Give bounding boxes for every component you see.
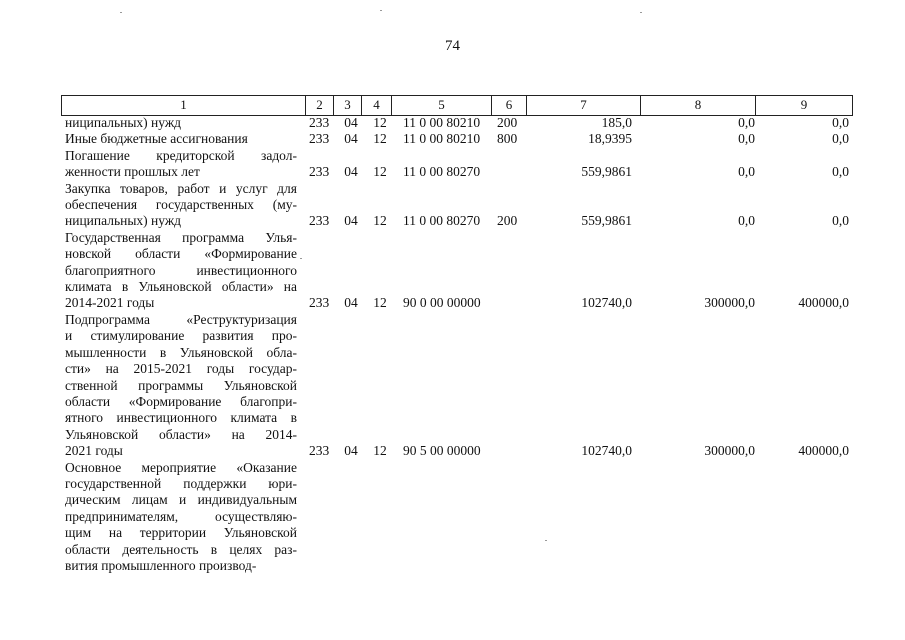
cell-c7: 102740,0	[581, 295, 632, 311]
cell-c3: 04	[344, 295, 358, 311]
cell-c7: 185,0	[601, 115, 632, 130]
row-name-line: ственной программы Ульяновской	[65, 377, 297, 393]
cell-c2: 233	[309, 131, 330, 147]
scan-speck	[300, 258, 302, 259]
header-col-9: 9	[755, 96, 853, 115]
cell-c4: 12	[373, 443, 387, 459]
row-name-line: 2014-2021 годы	[65, 295, 155, 311]
scan-speck	[380, 10, 382, 11]
scan-speck	[545, 540, 547, 541]
cell-c3: 04	[344, 443, 358, 459]
cell-c7: 559,9861	[581, 164, 632, 180]
header-col-1: 1	[61, 96, 305, 115]
cell-c3: 04	[344, 164, 358, 180]
row-name-line: дическим лицам и индивидуальным	[65, 492, 297, 508]
cell-c4: 12	[373, 213, 387, 229]
header-col-4: 4	[361, 96, 391, 115]
scan-speck	[120, 12, 122, 13]
cell-c9: 0,0	[832, 213, 849, 229]
page-number: 74	[445, 38, 460, 54]
row-name-line: предпринимателям, осуществляю-	[65, 508, 297, 524]
cell-c5: 90 5 00 00000	[403, 443, 481, 459]
cell-c4: 12	[373, 115, 387, 130]
row-name-line: Подпрограмма «Реструктуризация	[65, 311, 297, 327]
row-name-line: ятного инвестиционного климата в	[65, 410, 297, 426]
row-name-line: ниципальных) нужд	[65, 115, 182, 130]
row-name-line: благоприятного инвестиционного	[65, 262, 297, 278]
table-row	[61, 312, 853, 460]
cell-c6: 800	[497, 131, 518, 147]
cell-c2: 233	[309, 115, 330, 130]
row-name-line: обеспечения государственных (му-	[65, 197, 297, 213]
row-name-line: вития промышленного производ-	[65, 557, 257, 573]
table-row	[61, 181, 853, 230]
header-col-8: 8	[640, 96, 755, 115]
cell-c4: 12	[373, 295, 387, 311]
table-row	[61, 131, 853, 147]
row-name-line: и стимулирование развития про-	[65, 328, 297, 344]
cell-c7: 559,9861	[581, 213, 632, 229]
cell-c9: 0,0	[832, 131, 849, 147]
row-name-line: области «Формирование благопри-	[65, 393, 297, 409]
cell-c4: 12	[373, 131, 387, 147]
row-name-line: Закупка товаров, работ и услуг для	[65, 180, 297, 196]
row-name-line: щим на территории Ульяновской	[65, 525, 297, 541]
row-name-line: женности прошлых лет	[65, 164, 200, 180]
cell-c6: 200	[497, 115, 518, 130]
scan-speck	[640, 12, 642, 13]
row-name-line: Иные бюджетные ассигнования	[65, 131, 248, 147]
cell-c8: 0,0	[738, 213, 755, 229]
row-name	[61, 460, 301, 575]
header-col-7: 7	[526, 96, 640, 115]
row-name-line: мышленности в Ульяновской обла-	[65, 344, 297, 360]
cell-c4: 12	[373, 164, 387, 180]
header-col-5: 5	[391, 96, 491, 115]
row-name-line: 2021 годы	[65, 443, 123, 459]
row-name	[61, 312, 301, 460]
header-col-6: 6	[491, 96, 526, 115]
row-name	[61, 230, 301, 312]
cell-c2: 233	[309, 295, 330, 311]
cell-c8: 0,0	[738, 164, 755, 180]
cell-c9: 400000,0	[798, 295, 849, 311]
table-row	[61, 230, 853, 312]
cell-c5: 11 0 00 80210	[403, 115, 481, 130]
cell-c3: 04	[344, 115, 358, 130]
row-name	[61, 131, 301, 147]
budget-table-body	[61, 115, 853, 574]
row-name-line: новской области «Формирование	[65, 246, 297, 262]
table-row	[61, 115, 853, 131]
cell-c9: 400000,0	[798, 443, 849, 459]
row-name-line: ниципальных) нужд	[65, 213, 182, 229]
cell-c3: 04	[344, 213, 358, 229]
cell-c8: 0,0	[738, 131, 755, 147]
cell-c7: 102740,0	[581, 443, 632, 459]
cell-c9: 0,0	[832, 164, 849, 180]
row-name-line: области деятельность в целях раз-	[65, 541, 297, 557]
header-col-2: 2	[305, 96, 333, 115]
cell-c5: 11 0 00 80270	[403, 213, 481, 229]
cell-c6: 200	[497, 213, 518, 229]
cell-c5: 11 0 00 80210	[403, 131, 481, 147]
cell-c9: 0,0	[832, 115, 849, 130]
table-row	[61, 148, 853, 181]
row-name-line: Ульяновской области» на 2014-	[65, 426, 297, 442]
table-row	[61, 460, 853, 575]
cell-c2: 233	[309, 213, 330, 229]
row-name-line: Основное мероприятие «Оказание	[65, 459, 297, 475]
cell-c7: 18,9395	[588, 131, 632, 147]
row-name-line: Государственная программа Улья-	[65, 229, 297, 245]
cell-c8: 300000,0	[704, 295, 755, 311]
cell-c2: 233	[309, 164, 330, 180]
row-name-line: климата в Ульяновской области» на	[65, 279, 297, 295]
cell-c3: 04	[344, 131, 358, 147]
cell-c8: 300000,0	[704, 443, 755, 459]
table-header-row	[61, 95, 853, 116]
row-name-line: государственной поддержки юри-	[65, 475, 297, 491]
row-name	[61, 115, 301, 131]
header-col-3: 3	[333, 96, 361, 115]
cell-c2: 233	[309, 443, 330, 459]
row-name	[61, 148, 301, 181]
row-name	[61, 181, 301, 230]
cell-c5: 90 0 00 00000	[403, 295, 481, 311]
cell-c8: 0,0	[738, 115, 755, 130]
row-name-line: сти» на 2015-2021 годы государ-	[65, 361, 297, 377]
cell-c5: 11 0 00 80270	[403, 164, 481, 180]
row-name-line: Погашение кредиторской задол-	[65, 147, 297, 163]
